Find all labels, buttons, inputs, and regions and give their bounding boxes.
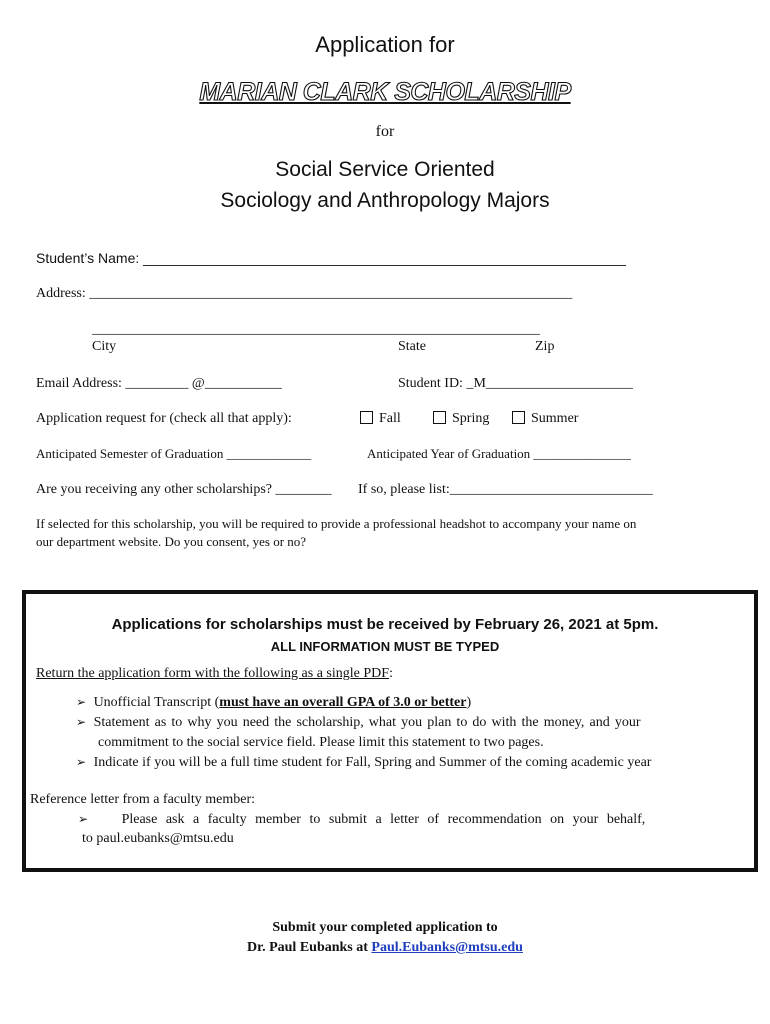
reference-text-line-1: Please ask a faculty member to submit a letter of recommendation on your behalf, (121, 812, 646, 827)
summer-label: Summer (531, 411, 579, 426)
return-instructions-colon: : (389, 666, 393, 681)
fall-label: Fall (379, 411, 401, 426)
email-field[interactable]: Email Address: _________ @___________ (36, 376, 282, 391)
headshot-consent-line-2: our department website. Do you consent, yes or no? (36, 534, 307, 549)
fall-checkbox-box[interactable] (360, 411, 373, 424)
student-name-field[interactable]: Student’s Name: ______________________________________________________________ (36, 250, 626, 266)
grad-year-field[interactable]: Anticipated Year of Graduation _______________ (367, 446, 631, 461)
return-instructions-text: Return the application form with the following as a single PDF (36, 666, 390, 681)
subtitle-line-2: Sociology and Anthropology Majors (220, 189, 550, 212)
arrow-bullet-icon: ➢ (76, 695, 87, 709)
application-request-label: Application request for (check all that apply): (36, 411, 292, 426)
arrow-bullet-icon: ➢ (76, 715, 87, 729)
requirement-item-fulltime (76, 755, 651, 771)
scholarship-title: MARIAN CLARK SCHOLARSHIP (199, 78, 571, 106)
arrow-bullet-icon: ➢ (78, 812, 89, 826)
transcript-text: Unofficial Transcript ( (93, 695, 220, 710)
spring-label: Spring (452, 411, 490, 426)
gpa-requirement: must have an overall GPA of 3.0 or better (219, 695, 467, 710)
summer-checkbox[interactable] (512, 411, 578, 427)
contact-line (0, 940, 770, 956)
contact-prefix: Dr. Paul Eubanks at (247, 940, 372, 955)
statement-text-line-1: Statement as to why you need the scholarship, what you plan to do with the money, and your (93, 715, 641, 730)
arrow-bullet-icon: ➢ (76, 755, 87, 769)
headshot-consent-line-1: If selected for this scholarship, you will be required to provide a professional headshot to accompany your name on (36, 516, 637, 531)
state-label: State (398, 339, 426, 354)
address-field[interactable]: Address: _____________________________________________________________________ (36, 286, 573, 301)
requirement-item-transcript (76, 695, 471, 711)
statement-text-line-2: commitment to the social service field. Please limit this statement to two pages. (98, 735, 544, 750)
reference-letter-label: Reference letter from a faculty member: (30, 792, 256, 807)
city-label: City (92, 339, 117, 354)
spring-checkbox[interactable] (433, 411, 489, 427)
transcript-close: ) (466, 695, 472, 710)
application-for-heading: Application for (315, 32, 455, 57)
contact-email-link[interactable]: Paul.Eubanks@mtsu.edu (371, 940, 523, 955)
reference-item (78, 812, 645, 828)
spring-checkbox-box[interactable] (433, 411, 446, 424)
zip-label: Zip (535, 339, 555, 354)
reference-text-line-2: to paul.eubanks@mtsu.edu (82, 831, 234, 846)
requirement-item-statement (76, 715, 640, 731)
student-id-field[interactable]: Student ID: _M_____________________ (398, 376, 633, 391)
subtitle-line-1: Social Service Oriented (275, 158, 495, 181)
fulltime-text: Indicate if you will be a full time student for Fall, Spring and Summer of the coming academic year (93, 755, 652, 770)
summer-checkbox-box[interactable] (512, 411, 525, 424)
typed-notice: ALL INFORMATION MUST BE TYPED (270, 639, 500, 654)
deadline-notice: Applications for scholarships must be received by February 26, 2021 at 5pm. (111, 616, 659, 633)
return-instructions (36, 666, 393, 682)
scholarship-list-field[interactable]: If so, please list:_____________________________ (358, 482, 653, 497)
submit-instruction: Submit your completed application to (272, 920, 498, 935)
for-text: for (375, 123, 395, 140)
fall-checkbox[interactable] (360, 411, 401, 427)
other-scholarships-field[interactable]: Are you receiving any other scholarships? ________ (36, 482, 332, 497)
address-line-2-field[interactable]: ________________________________________________________________ (92, 322, 540, 337)
grad-semester-field[interactable]: Anticipated Semester of Graduation _____________ (36, 446, 312, 461)
